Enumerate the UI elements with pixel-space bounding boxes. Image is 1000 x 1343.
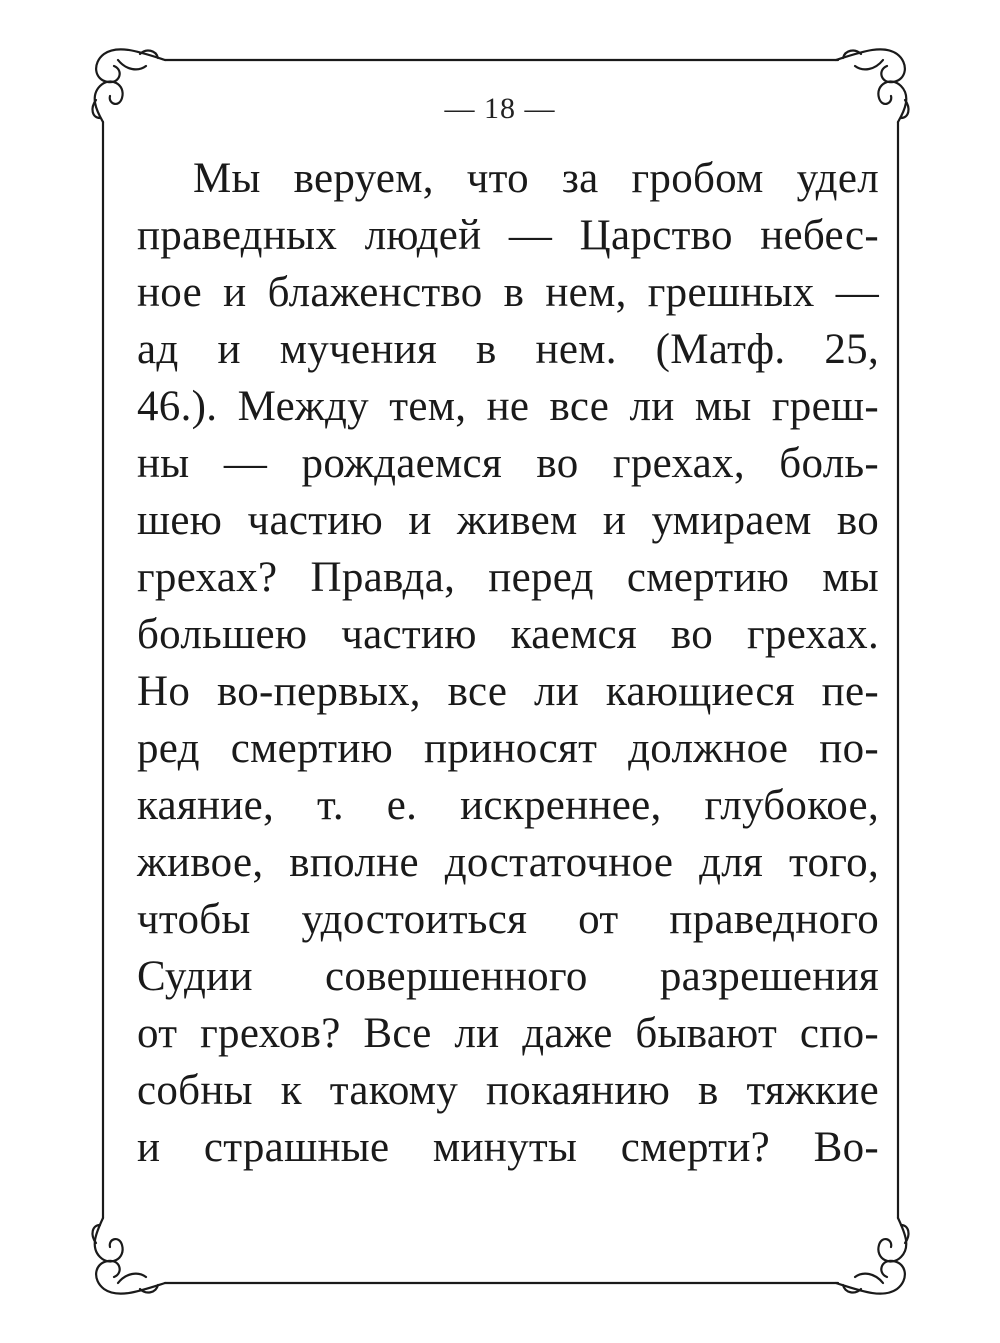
text-line: шею частию и живем и умираем во (137, 497, 879, 544)
text-line: собны к такому покаянию в тяжкие (137, 1067, 879, 1114)
text-line: большею частию каемся во грехах. (137, 611, 879, 658)
text-line: Судии совершенного разрешения (137, 953, 879, 1000)
text-line: праведных людей — Царство небес- (137, 212, 879, 259)
text-line: каяние, т. е. искреннее, глубокое, (137, 782, 879, 829)
text-line: ад и мучения в нем. (Матф. 25, (137, 326, 879, 373)
body-text (137, 150, 879, 1176)
text-line: ное и блаженство в нем, грешных — (137, 269, 879, 316)
text-line: грехах? Правда, перед смертию мы (137, 554, 879, 601)
text-line: Но во-первых, все ли кающиеся пе- (137, 668, 879, 715)
page-number: — 18 — (444, 92, 556, 125)
corner-ornament-bottom-left (93, 1218, 165, 1294)
text-line: живое, вполне достаточное для того, (137, 839, 879, 886)
text-line: ред смертию приносят должное по- (137, 725, 879, 772)
text-line: Мы веруем, что за гробом удел (193, 155, 879, 202)
corner-ornament-bottom-right (836, 1218, 908, 1294)
text-line: от грехов? Все ли даже бывают спо- (137, 1010, 879, 1057)
text-line: ны — рождаемся во грехах, боль- (137, 440, 879, 487)
text-line: и страшные минуты смерти? Во- (137, 1124, 879, 1171)
text-line: чтобы удостоиться от праведного (137, 896, 879, 943)
text-line: 46.). Между тем, не все ли мы греш- (137, 383, 879, 430)
